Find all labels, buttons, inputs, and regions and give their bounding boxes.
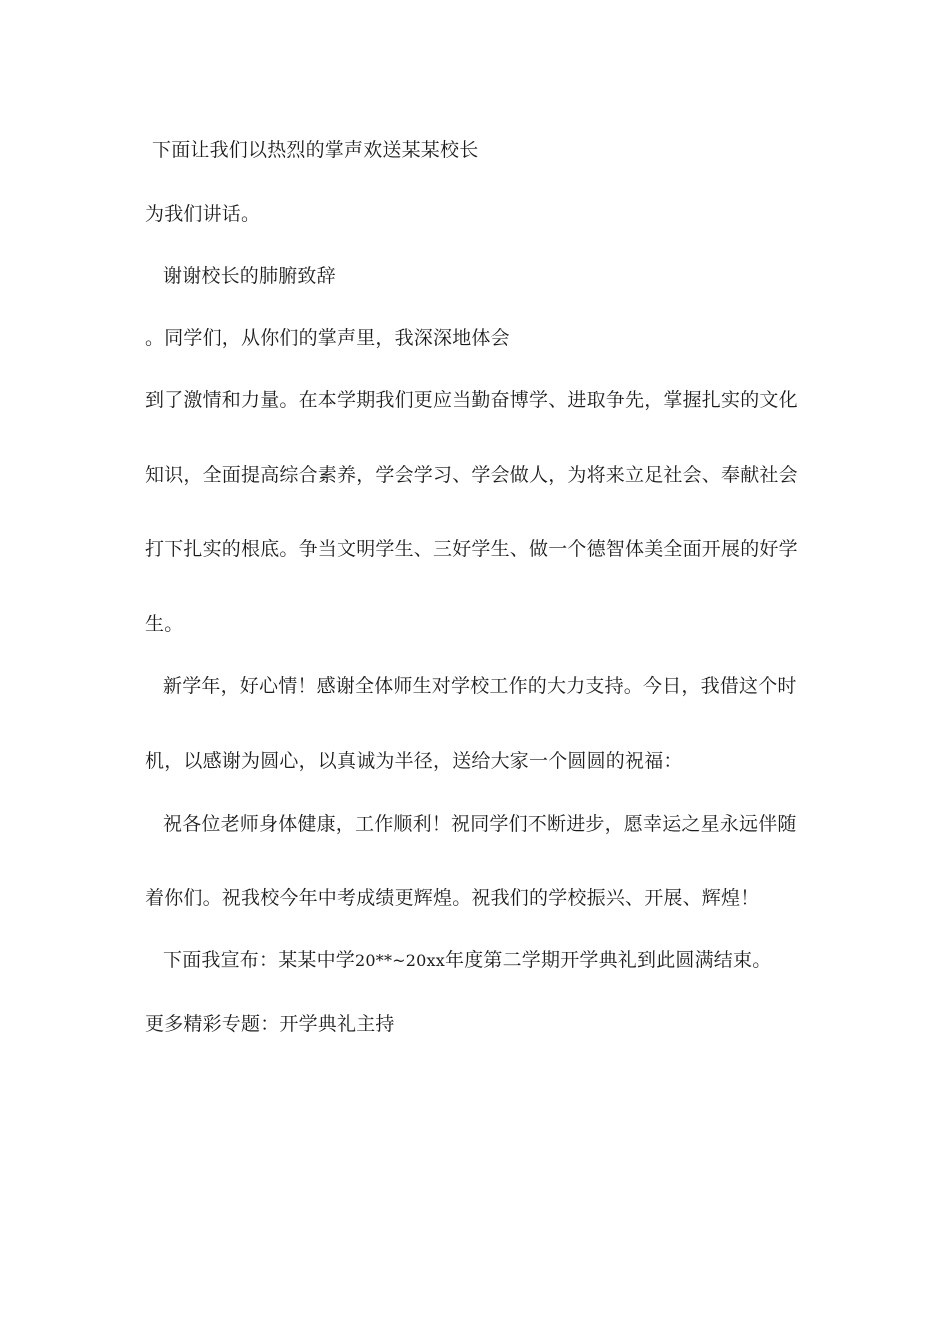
paragraph-line: 下面让我们以热烈的掌声欢送某某校长 bbox=[152, 139, 479, 161]
paragraph-line: 着你们。祝我校今年中考成绩更辉煌。祝我们的学校振兴、开展、辉煌！ bbox=[145, 887, 760, 909]
more-topics-line: 更多精彩专题：开学典礼主持 bbox=[145, 1013, 395, 1035]
announcement-line bbox=[163, 948, 771, 973]
paragraph-line: 。同学们，从你们的掌声里，我深深地体会 bbox=[145, 327, 510, 349]
paragraph-line: 祝各位老师身体健康，工作顺利！祝同学们不断进步，愿幸运之星永远伴随 bbox=[163, 813, 797, 835]
paragraph-line: 到了激情和力量。在本学期我们更应当勤奋博学、进取争先，掌握扎实的文化 bbox=[145, 389, 798, 411]
paragraph-line: 打下扎实的根底。争当文明学生、三好学生、做一个德智体美全面开展的好学 bbox=[145, 538, 798, 560]
paragraph-line: 谢谢校长的肺腑致辞 bbox=[163, 265, 336, 287]
announcement-suffix: 年度第二学期开学典礼到此圆满结束。 bbox=[445, 949, 772, 971]
announcement-prefix: 下面我宣布：某某中学 bbox=[163, 949, 356, 971]
paragraph-line: 生。 bbox=[145, 613, 184, 635]
paragraph-line: 新学年，好心情！感谢全体师生对学校工作的大力支持。今日，我借这个时 bbox=[163, 675, 797, 697]
paragraph-line: 知识，全面提高综合素养，学会学习、学会做人，为将来立足社会、奉献社会 bbox=[145, 464, 798, 486]
paragraph-line: 为我们讲话。 bbox=[145, 203, 261, 225]
paragraph-line: 机，以感谢为圆心，以真诚为半径，送给大家一个圆圆的祝福： bbox=[145, 750, 683, 772]
announcement-years: 20**~20xx bbox=[355, 951, 445, 970]
